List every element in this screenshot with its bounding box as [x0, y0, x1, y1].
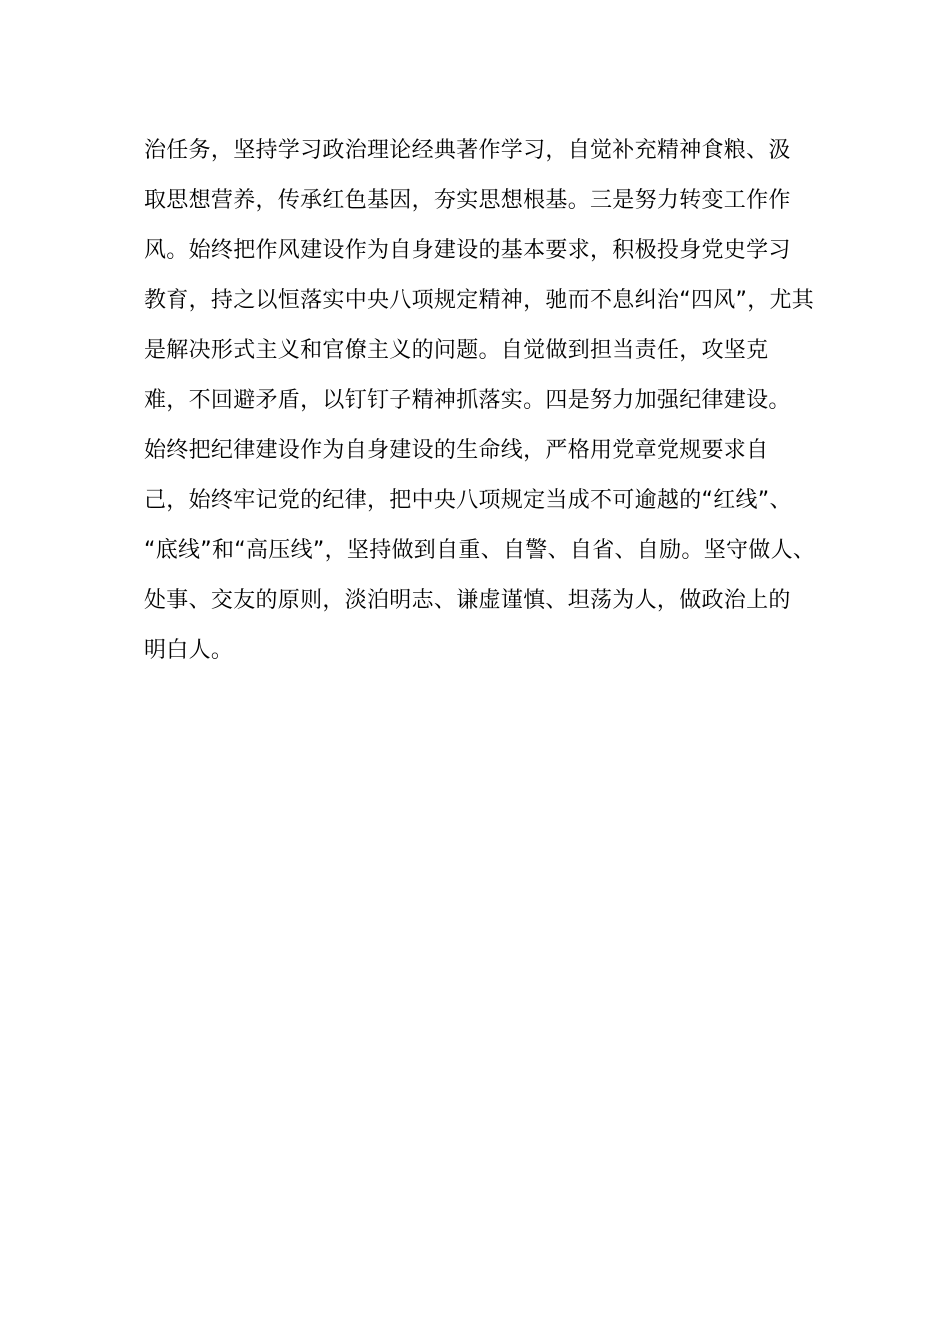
text-line: “底线”和“高压线”，坚持做到自重、自警、自省、自励。坚守做人、	[144, 538, 816, 563]
text-line: 始终把纪律建设作为自身建设的生命线，严格用党章党规要求自	[144, 438, 769, 463]
text-line: 风。始终把作风建设作为自身建设的基本要求，积极投身党史学习	[144, 238, 791, 263]
text-line: 难，不回避矛盾，以钉钉子精神抓落实。四是努力加强纪律建设。	[144, 388, 791, 413]
text-line: 明白人。	[144, 638, 234, 663]
text-line: 是解决形式主义和官僚主义的问题。自觉做到担当责任，攻坚克	[144, 338, 769, 363]
text-line: 教育，持之以恒落实中央八项规定精神，驰而不息纠治“四风”，尤其	[144, 288, 815, 313]
text-line: 己，始终牢记党的纪律，把中央八项规定当成不可逾越的“红线”、	[144, 488, 792, 513]
text-line: 取思想营养，传承红色基因，夯实思想根基。三是努力转变工作作	[144, 188, 791, 213]
text-line: 治任务，坚持学习政治理论经典著作学习，自觉补充精神食粮、汲	[144, 138, 791, 163]
body-paragraph	[144, 126, 816, 676]
text-line: 处事、交友的原则，淡泊明志、谦虚谨慎、坦荡为人，做政治上的	[144, 588, 791, 613]
